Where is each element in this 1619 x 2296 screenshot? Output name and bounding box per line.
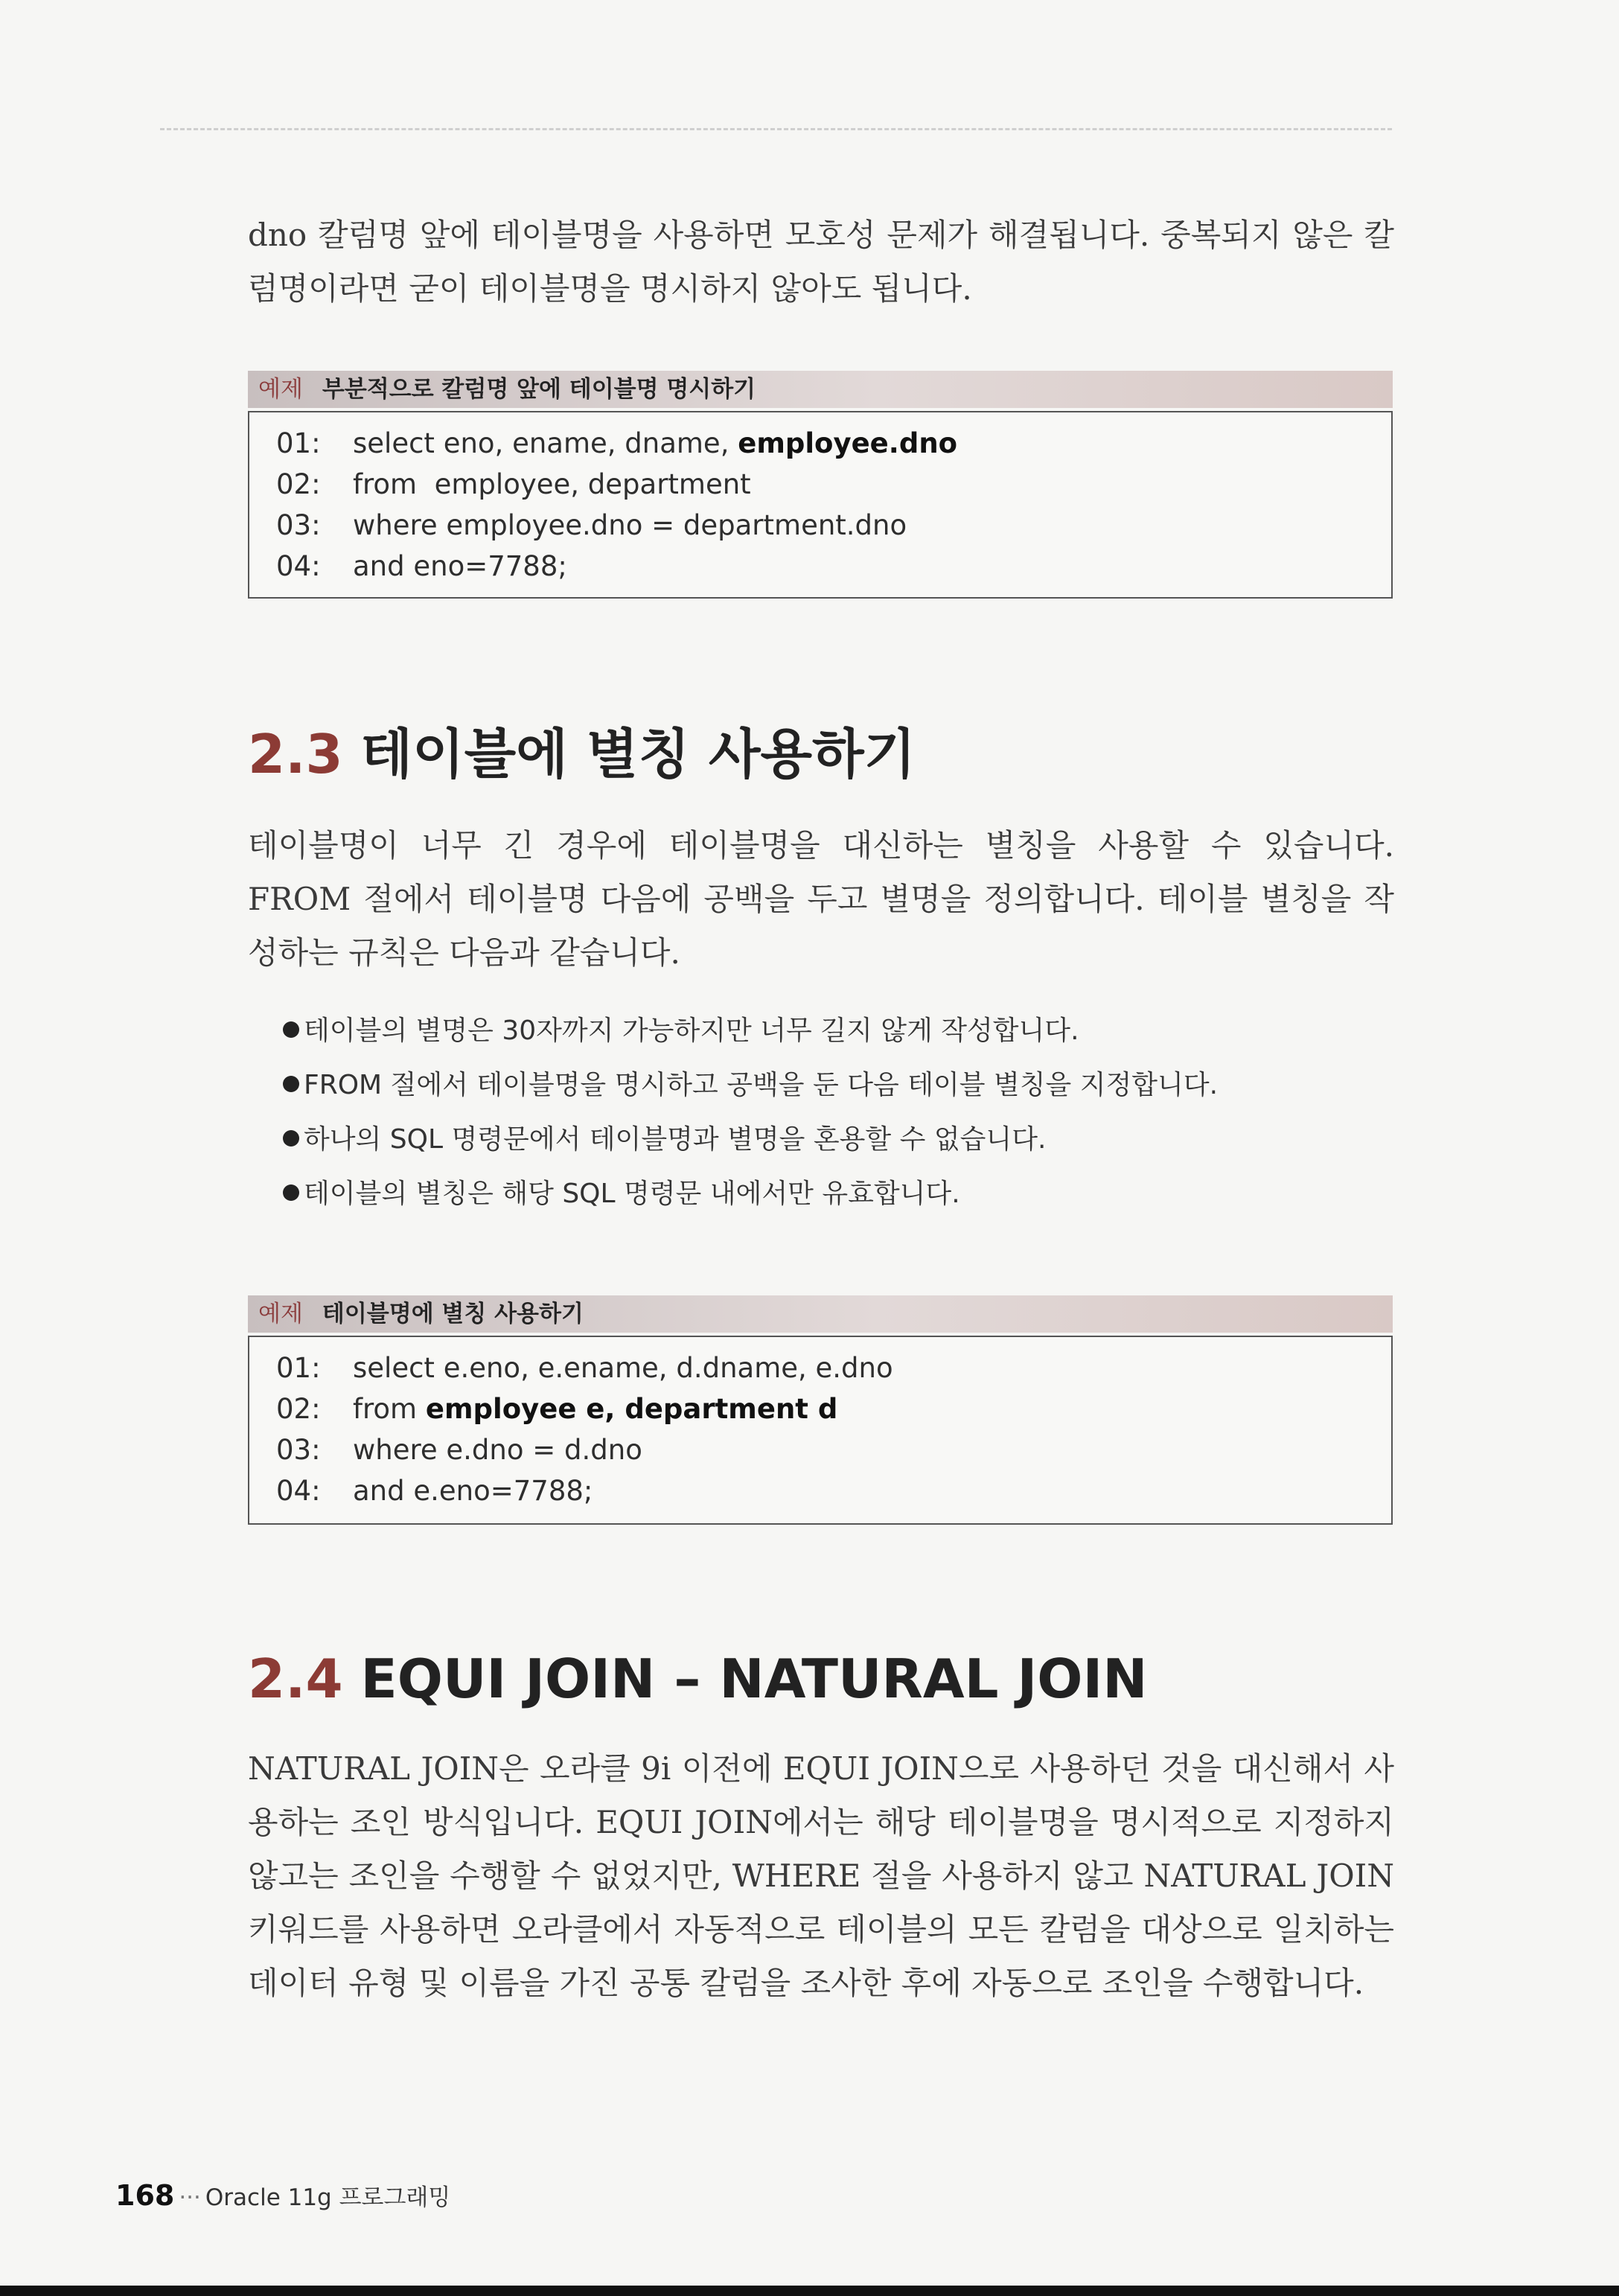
- line-number: 03:: [276, 1434, 321, 1466]
- bullet-icon: [283, 1184, 299, 1201]
- example1-title: 부분적으로 칼럼명 앞에 테이블명 명시하기: [322, 376, 756, 403]
- list-item-text: FROM 절에서 테이블명을 명시하고 공백을 둔 다음 테이블 별칭을 지정합니다.: [304, 1070, 1219, 1100]
- footer-separator: ···: [179, 2184, 201, 2211]
- bullet-icon: [283, 1130, 299, 1147]
- line-number: 03:: [276, 509, 321, 541]
- list-item: [283, 1167, 1218, 1221]
- example1-tag: 예제: [258, 376, 303, 403]
- page-footer: [115, 2178, 450, 2212]
- code-text: from: [353, 1393, 426, 1425]
- intro-paragraph: dno 칼럼명 앞에 테이블명을 사용하면 모호성 문제가 해결됩니다. 중복되지 않은 칼럼명이라면 굳이 테이블명을 명시하지 않아도 됩니다.: [248, 217, 1394, 307]
- book-title: Oracle 11g 프로그래밍: [205, 2184, 451, 2211]
- code-line: [276, 1429, 1391, 1470]
- line-number: 04:: [276, 550, 321, 582]
- code-line: [276, 505, 1391, 546]
- code-text: and e.eno=7788;: [353, 1475, 593, 1507]
- example2-tag: 예제: [258, 1301, 303, 1327]
- section-2-4-title: [248, 1645, 1148, 1712]
- code-text: select e.eno, e.ename, d.dname, e.dno: [353, 1352, 893, 1384]
- code-line: [276, 1388, 1391, 1429]
- example2-title: 테이블명에 별칭 사용하기: [322, 1301, 584, 1327]
- line-number: 02:: [276, 1393, 321, 1425]
- code-line: [276, 1470, 1391, 1511]
- code-line: [276, 423, 1391, 464]
- bottom-edge-bar: [0, 2286, 1619, 2296]
- line-number: 01:: [276, 427, 321, 459]
- line-number: 02:: [276, 468, 321, 500]
- list-item: [283, 1004, 1218, 1058]
- example2-code-box: [248, 1336, 1393, 1525]
- example1-code-box: [248, 411, 1393, 599]
- section-heading: EQUI JOIN – NATURAL JOIN: [360, 1648, 1148, 1710]
- list-item: [283, 1058, 1218, 1112]
- bullet-icon: [283, 1021, 299, 1038]
- example2-header: [248, 1295, 1393, 1333]
- line-number: 01:: [276, 1352, 321, 1384]
- page-number: 168: [115, 2179, 175, 2212]
- section-heading: 테이블에 별칭 사용하기: [360, 723, 916, 785]
- code-text: from employee, department: [353, 468, 751, 500]
- code-text: where employee.dno = department.dno: [353, 509, 907, 541]
- code-text: where e.dno = d.dno: [353, 1434, 642, 1466]
- section-number: 2.4: [248, 1648, 343, 1710]
- code-text: select eno, ename, dname,: [353, 427, 738, 459]
- code-line: [276, 464, 1391, 505]
- section-2-3-title: [248, 721, 916, 788]
- bullet-icon: [283, 1076, 299, 1092]
- code-highlight: employee e, department d: [425, 1393, 838, 1425]
- example1-header: [248, 371, 1393, 408]
- section-number: 2.3: [248, 723, 343, 785]
- section-2-4-paragraph: NATURAL JOIN은 오라클 9i 이전에 EQUI JOIN으로 사용하던 것을 대신해서 사용하는 조인 방식입니다. EQUI JOIN에서는 해당 테이블명을 명시적으로 지정하지 않고는 조인을 수행할 수 없었지만, WHERE 절을 사용하지 않고 NATURAL JOIN 키워드를 사용하면 오라클에서 자동적으로 테이블의 모든 칼럼을 대상으로 일치하는 데이터 유형 및 이름을 가진 공통 칼럼을 조사한 후에 자동으로 조인을 수행합니다.: [248, 1750, 1394, 2001]
- list-item: [283, 1112, 1218, 1167]
- list-item-text: 테이블의 별칭은 해당 SQL 명령문 내에서만 유효합니다.: [304, 1179, 960, 1209]
- top-dashed-rule: [160, 128, 1392, 130]
- list-item-text: 테이블의 별명은 30자까지 가능하지만 너무 길지 않게 작성합니다.: [304, 1015, 1079, 1046]
- line-number: 04:: [276, 1475, 321, 1507]
- code-text: and eno=7788;: [353, 550, 567, 582]
- code-highlight: employee.dno: [738, 427, 958, 459]
- section-2-3-paragraph: 테이블명이 너무 긴 경우에 테이블명을 대신하는 별칭을 사용할 수 있습니다. FROM 절에서 테이블명 다음에 공백을 두고 별명을 정의합니다. 테이블 별칭을 작성하는 규칙은 다음과 같습니다.: [248, 827, 1394, 971]
- alias-rules-list: [283, 1004, 1218, 1221]
- code-line: [276, 546, 1391, 587]
- list-item-text: 하나의 SQL 명령문에서 테이블명과 별명을 혼용할 수 없습니다.: [304, 1124, 1047, 1155]
- code-line: [276, 1348, 1391, 1388]
